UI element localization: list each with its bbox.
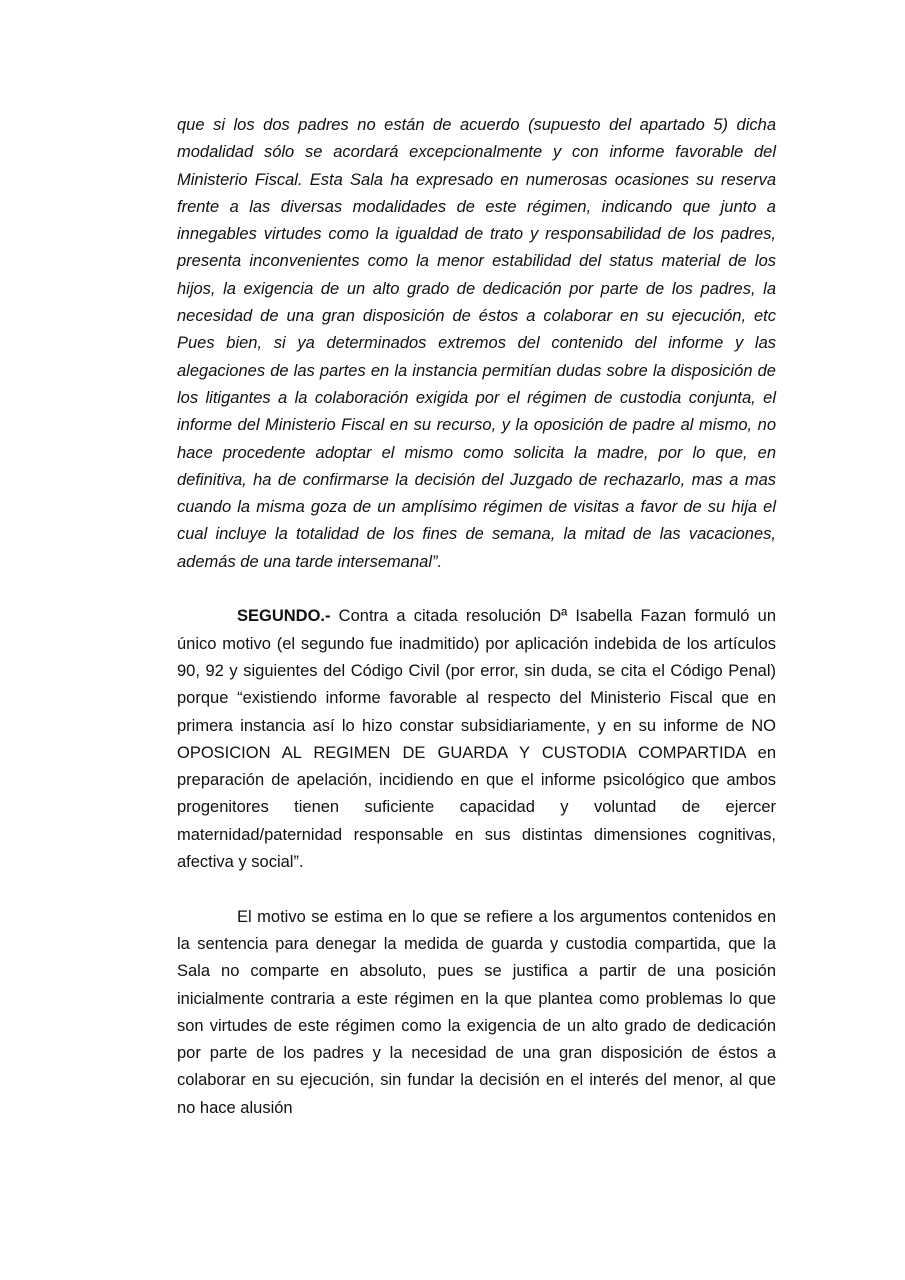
segundo-paragraph-text: Contra a citada resolución Dª Isabella Fazan formuló un único motivo (el segundo fue inadmitido) por aplicación indebida de los artículos 90, 92 y siguientes del Código Civil (por error, sin duda, se cita el Código Penal) porque “existiendo informe favorable al respecto del Ministerio Fiscal que en primera instancia así lo hizo constar subsidiariamente, y en su informe de NO OPOSICION AL REGIMEN DE GUARDA Y CUSTODIA COMPARTIDA en preparación de apelación, incidiendo en que el informe psicológico que ambos progenitores tienen suficiente capacidad y voluntad de ejercer maternidad/paternidad responsable en sus distintas dimensiones cognitivas, afectiva y social”. xyxy=(177,607,776,872)
segundo-heading: SEGUNDO.- xyxy=(237,607,331,626)
paragraph-spacer xyxy=(177,876,776,903)
document-body xyxy=(177,112,776,1122)
segundo-paragraph xyxy=(177,603,776,876)
paragraph-spacer xyxy=(177,576,776,603)
motivo-paragraph: El motivo se estima en lo que se refiere a los argumentos contenidos en la sentencia para denegar la medida de guarda y custodia compartida, que la Sala no comparte en absoluto, pues se justifica a partir de una posición inicialmente contraria a este régimen en la que plantea como problemas lo que son virtudes de este régimen como la exigencia de un alto grado de dedicación por parte de los padres y la necesidad de una gran disposición de éstos a colaborar en su ejecución, sin fundar la decisión en el interés del menor, al que no hace alusión xyxy=(177,907,776,1117)
quoted-judgment-paragraph: que si los dos padres no están de acuerdo (supuesto del apartado 5) dicha modalidad sólo se acordará excepcionalmente y con informe favorable del Ministerio Fiscal. Esta Sala ha expresado en numerosas ocasiones su reserva frente a las diversas modalidades de este régimen, indicando que junto a innegables virtudes como la igualdad de trato y responsabilidad de los padres, presenta inconvenientes como la menor estabilidad del status material de los hijos, la exigencia de un alto grado de dedicación por parte de los padres, la necesidad de una gran disposición de éstos a colaborar en su ejecución, etc Pues bien, si ya determinados extremos del contenido del informe y las alegaciones de las partes en la instancia permitían dudas sobre la disposición de los litigantes a la colaboración exigida por el régimen de custodia conjunta, el informe del Ministerio Fiscal en su recurso, y la oposición de padre al mismo, no hace procedente adoptar el mismo como solicita la madre, por lo que, en definitiva, ha de confirmarse la decisión del Juzgado de rechazarlo, mas a mas cuando la misma goza de un amplísimo régimen de visitas a favor de su hija el cual incluye la totalidad de los fines de semana, la mitad de las vacaciones, además de una tarde intersemanal”. xyxy=(177,116,776,571)
